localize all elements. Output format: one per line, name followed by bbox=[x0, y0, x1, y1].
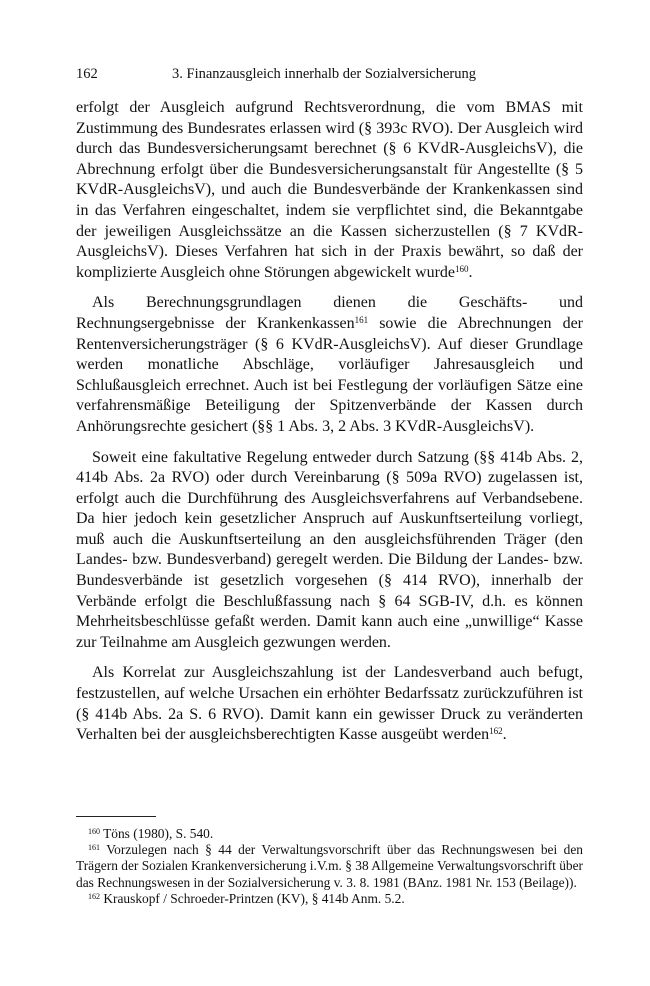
footnote-number: 162 bbox=[88, 891, 100, 901]
footnote-divider bbox=[76, 816, 156, 817]
footnote-ref-162: 162 bbox=[489, 726, 503, 737]
footnote-160 bbox=[76, 826, 583, 842]
paragraph-text: sowie die Abrechnungen der Rentenversicherungsträger (§ 6 KVdR-AusgleichsV). Auf dieser Grundlage werden monatliche Abschläge, vorläufiger Jahresausgleich und Schlußausgleich errechnet. Auch ist bei Festlegung der vorläufigen Sätze eine verfahrensmäßige Beteiligung der Spitzenverbände der Kassen durch Anhörungsrechte gesichert (§§ 1 Abs. 3, 2 Abs. 3 KVdR-AusgleichsV). bbox=[76, 314, 583, 435]
paragraph-text: Als Korrelat zur Ausgleichszahlung ist der Landesverband auch befugt, festzustellen, auf welche Ursachen ein erhöhter Bedarfssatz zurückzuführen ist (§ 414b Abs. 2a S. 6 RVO). Damit kann ein gewisser Druck zu veränderten Verhalten bei der ausgleichsberechtigten Kasse ausgeübt werden bbox=[76, 664, 583, 744]
paragraph-1 bbox=[76, 98, 583, 283]
footnote-text: Vorzulegen nach § 44 der Verwaltungsvorschrift über das Rechnungswesen bei den Trägern der Sozialen Krankenversicherung i.V.m. § 38 Allgemeine Verwaltungsvorschrift über das Rechnungswesen in der Sozialversicherung v. 3. 8. 1981 (BAnz. 1981 Nr. 153 (Beilage)). bbox=[76, 842, 584, 890]
paragraph-text: erfolgt der Ausgleich aufgrund Rechtsverordnung, die vom BMAS mit Zustimmung des Bundesrates erlassen wird (§ 393c RVO). Der Ausgleich wird durch das Bundesversicherungsamt berechnet (§ 6 KVdR-AusgleichsV), die Abrechnung erfolgt über die Bundesversicherungsanstalt für Angestellte (§ 5 KVdR-AusgleichsV), und auch die Bundesverbände der Krankenkassen sind in das Verfahren eingeschaltet, indem sie verpflichtet sind, die Bekanntgabe der jeweiligen Ausgleichssätze an die Kassen sicherzustellen (§ 7 KVdR-AusgleichsV). Dieses Verfahren hat sich in der Praxis bewährt, so daß der komplizierte Ausgleich ohne Störungen abgewickelt wurde bbox=[76, 99, 583, 281]
footnote-text: Krauskopf / Schroeder-Printzen (KV), § 414b Anm. 5.2. bbox=[103, 890, 405, 906]
paragraph-4 bbox=[76, 663, 583, 745]
footnote-161 bbox=[76, 842, 583, 891]
paragraph-text: . bbox=[502, 726, 507, 744]
paragraph-2 bbox=[76, 293, 583, 437]
paragraph-text: Als Berechnungsgrundlagen dienen die Geschäfts- und Rechnungsergebnisse der Krankenkassen bbox=[76, 294, 583, 332]
footnote-ref-161: 161 bbox=[354, 314, 369, 325]
footnote-number: 160 bbox=[88, 827, 100, 836]
paragraph-text: . bbox=[468, 263, 473, 281]
paragraph-text: Soweit eine fakultative Regelung entweder durch Satzung (§§ 414b Abs. 2, 414b Abs. 2a RVO) oder durch Vereinbarung (§ 509a RVO) zugelassen ist, erfolgt auch die Durchführung des Ausgleichsverfahrens auf Verbandsebene. Da hier jedoch kein gesetzlicher Anspruch auf Auskunftserteilung vorliegt, muß auch die Auskunftserteilung an den ausgleichsführenden Träger (den Landes- bzw. Bundesverband) geregelt werden. Die Bildung der Landes- bzw. Bundesverbände ist gesetzlich vorgesehen (§ 414 RVO), innerhalb der Verbände erfolgt die Beschlußfassung nach § 64 SGB-IV, d.h. es können Mehrheitsbeschlüsse gefaßt werden. Damit kann auch eine „unwillige“ Kasse zur Teilnahme am Ausgleich gezwungen werden. bbox=[76, 448, 583, 651]
footnote-text: Töns (1980), S. 540. bbox=[103, 826, 214, 841]
footnote-number: 161 bbox=[88, 843, 100, 853]
footnote-162 bbox=[76, 891, 583, 907]
body-text bbox=[76, 98, 583, 756]
footnotes bbox=[76, 826, 583, 907]
footnote-ref-160: 160 bbox=[455, 263, 469, 274]
running-head: 3. Finanzausgleich innerhalb der Sozialversicherung bbox=[172, 66, 476, 82]
page-number: 162 bbox=[76, 66, 98, 82]
paragraph-3 bbox=[76, 448, 583, 654]
